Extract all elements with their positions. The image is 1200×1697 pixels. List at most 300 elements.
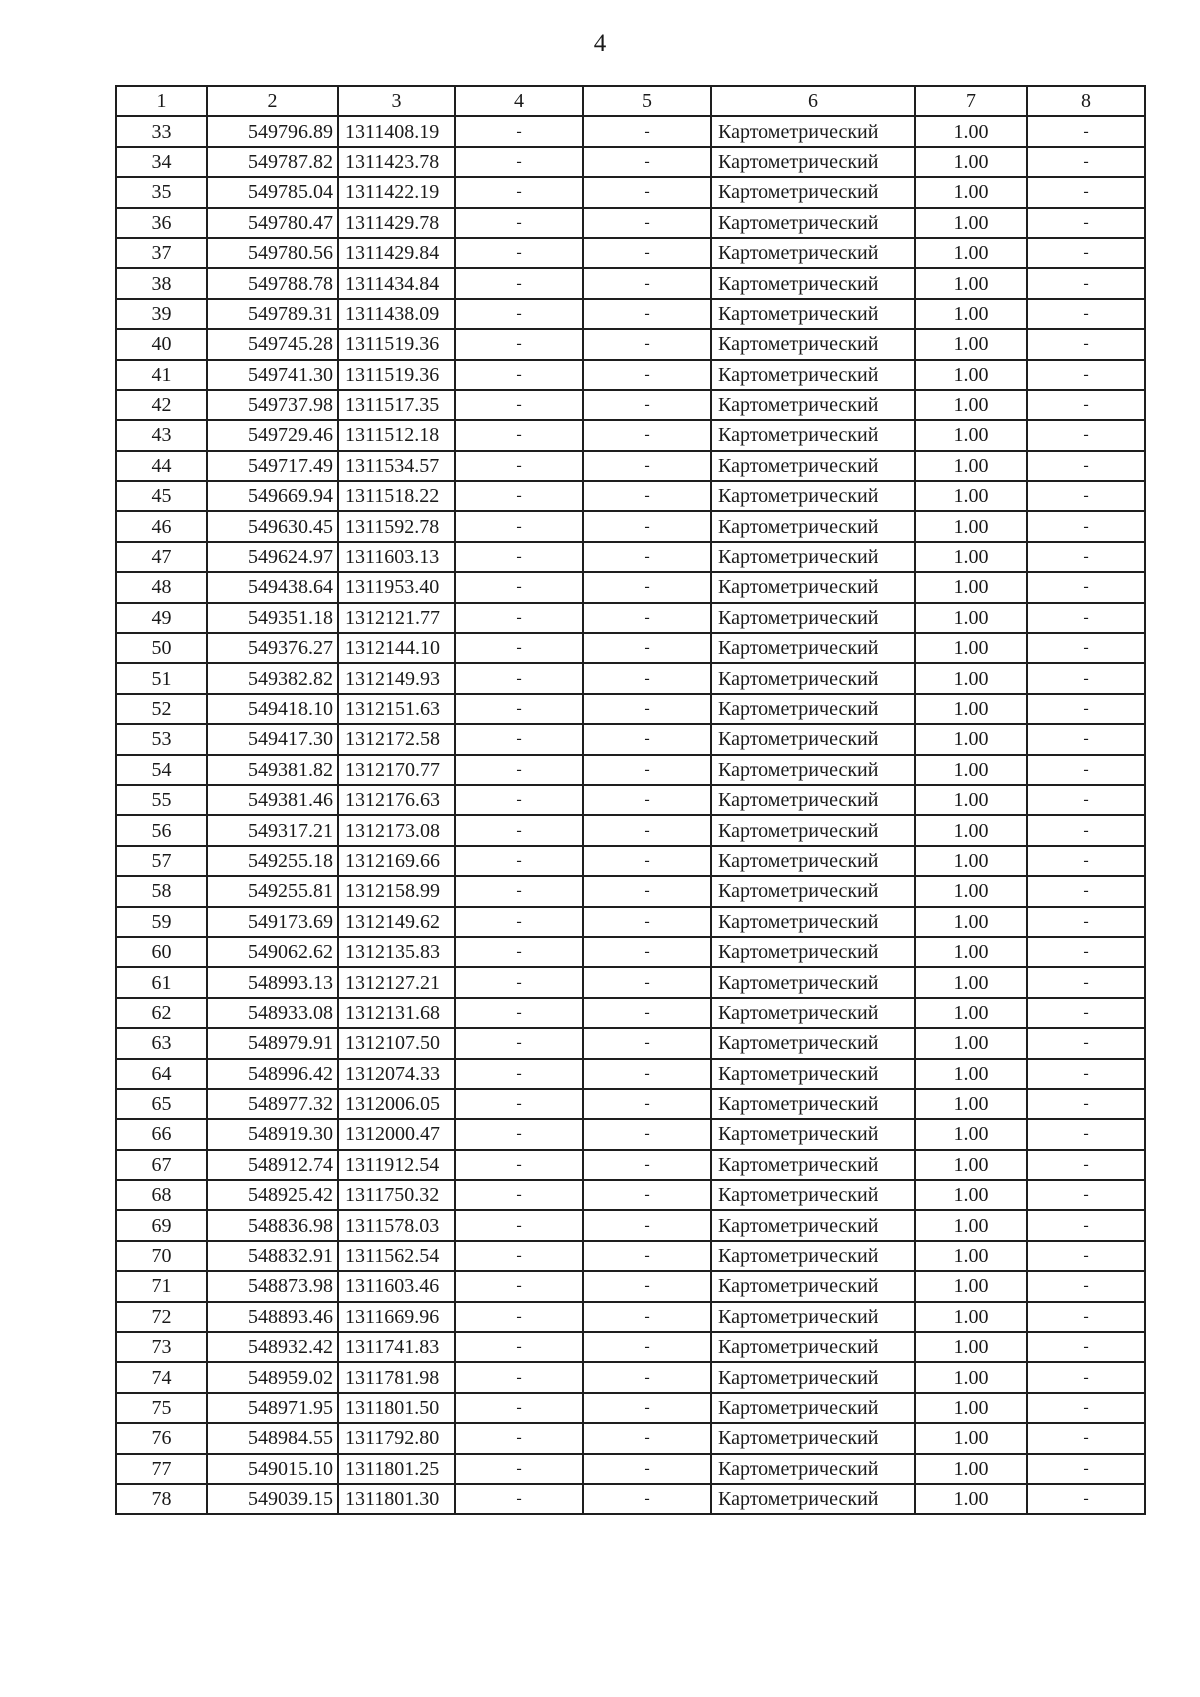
accuracy-cell: 1.00 [915,390,1027,420]
table-row [116,208,1145,238]
point-number-cell: 38 [116,268,207,298]
column-4-cell: - [455,967,583,997]
column-8-cell: - [1027,116,1145,146]
accuracy-cell: 1.00 [915,937,1027,967]
y-coordinate-cell: 1312151.63 [338,694,455,724]
table-row [116,238,1145,268]
table-row [116,1271,1145,1301]
column-header: 1 [116,86,207,116]
x-coordinate-cell: 549376.27 [207,633,338,663]
point-number-cell: 47 [116,542,207,572]
method-cell: Картометрический [711,1393,915,1423]
table-row [116,1423,1145,1453]
method-cell: Картометрический [711,907,915,937]
x-coordinate-cell: 549630.45 [207,511,338,541]
accuracy-cell: 1.00 [915,1180,1027,1210]
x-coordinate-cell: 549785.04 [207,177,338,207]
table-row [116,268,1145,298]
accuracy-cell: 1.00 [915,511,1027,541]
column-8-cell: - [1027,694,1145,724]
column-4-cell: - [455,633,583,663]
accuracy-cell: 1.00 [915,177,1027,207]
table-row [116,147,1145,177]
column-header: 6 [711,86,915,116]
x-coordinate-cell: 548912.74 [207,1150,338,1180]
table-row [116,724,1145,754]
column-header: 4 [455,86,583,116]
column-8-cell: - [1027,1089,1145,1119]
x-coordinate-cell: 549717.49 [207,451,338,481]
accuracy-cell: 1.00 [915,815,1027,845]
table-row [116,1362,1145,1392]
column-header: 3 [338,86,455,116]
column-5-cell: - [583,451,711,481]
accuracy-cell: 1.00 [915,542,1027,572]
column-4-cell: - [455,360,583,390]
column-4-cell: - [455,1028,583,1058]
column-5-cell: - [583,390,711,420]
column-5-cell: - [583,1241,711,1271]
column-4-cell: - [455,572,583,602]
y-coordinate-cell: 1311429.84 [338,238,455,268]
x-coordinate-cell: 549624.97 [207,542,338,572]
y-coordinate-cell: 1311438.09 [338,299,455,329]
column-5-cell: - [583,360,711,390]
x-coordinate-cell: 549737.98 [207,390,338,420]
x-coordinate-cell: 549418.10 [207,694,338,724]
column-8-cell: - [1027,572,1145,602]
table-row [116,1484,1145,1514]
x-coordinate-cell: 549669.94 [207,481,338,511]
column-5-cell: - [583,1393,711,1423]
table-row [116,511,1145,541]
table-row [116,1393,1145,1423]
column-5-cell: - [583,846,711,876]
point-number-cell: 65 [116,1089,207,1119]
column-5-cell: - [583,967,711,997]
column-5-cell: - [583,1423,711,1453]
method-cell: Картометрический [711,937,915,967]
column-4-cell: - [455,1150,583,1180]
column-header: 2 [207,86,338,116]
x-coordinate-cell: 548873.98 [207,1271,338,1301]
y-coordinate-cell: 1311562.54 [338,1241,455,1271]
column-5-cell: - [583,481,711,511]
method-cell: Картометрический [711,1332,915,1362]
y-coordinate-cell: 1311517.35 [338,390,455,420]
method-cell: Картометрический [711,694,915,724]
method-cell: Картометрический [711,1484,915,1514]
column-5-cell: - [583,147,711,177]
column-8-cell: - [1027,1332,1145,1362]
y-coordinate-cell: 1312144.10 [338,633,455,663]
point-number-cell: 51 [116,663,207,693]
x-coordinate-cell: 549780.47 [207,208,338,238]
y-coordinate-cell: 1311578.03 [338,1210,455,1240]
column-8-cell: - [1027,542,1145,572]
column-4-cell: - [455,755,583,785]
column-4-cell: - [455,238,583,268]
column-8-cell: - [1027,603,1145,633]
y-coordinate-cell: 1312173.08 [338,815,455,845]
y-coordinate-cell: 1312107.50 [338,1028,455,1058]
y-coordinate-cell: 1311592.78 [338,511,455,541]
column-5-cell: - [583,1302,711,1332]
table-body [116,116,1145,1514]
column-5-cell: - [583,876,711,906]
point-number-cell: 36 [116,208,207,238]
column-5-cell: - [583,1332,711,1362]
accuracy-cell: 1.00 [915,1150,1027,1180]
column-8-cell: - [1027,998,1145,1028]
table-row [116,998,1145,1028]
point-number-cell: 75 [116,1393,207,1423]
table-row [116,390,1145,420]
column-8-cell: - [1027,420,1145,450]
column-4-cell: - [455,390,583,420]
column-8-cell: - [1027,329,1145,359]
column-4-cell: - [455,1332,583,1362]
table-row [116,299,1145,329]
method-cell: Картометрический [711,998,915,1028]
point-number-cell: 42 [116,390,207,420]
x-coordinate-cell: 548925.42 [207,1180,338,1210]
method-cell: Картометрический [711,511,915,541]
column-8-cell: - [1027,937,1145,967]
accuracy-cell: 1.00 [915,481,1027,511]
accuracy-cell: 1.00 [915,1059,1027,1089]
y-coordinate-cell: 1311512.18 [338,420,455,450]
table-row [116,876,1145,906]
point-number-cell: 66 [116,1119,207,1149]
column-8-cell: - [1027,1180,1145,1210]
column-4-cell: - [455,694,583,724]
x-coordinate-cell: 548977.32 [207,1089,338,1119]
column-4-cell: - [455,451,583,481]
method-cell: Картометрический [711,633,915,663]
accuracy-cell: 1.00 [915,663,1027,693]
column-5-cell: - [583,907,711,937]
coordinates-table [115,85,1146,1515]
column-4-cell: - [455,907,583,937]
column-4-cell: - [455,603,583,633]
column-8-cell: - [1027,360,1145,390]
point-number-cell: 59 [116,907,207,937]
table-row [116,785,1145,815]
method-cell: Картометрический [711,724,915,754]
column-header: 7 [915,86,1027,116]
column-4-cell: - [455,1362,583,1392]
column-4-cell: - [455,1119,583,1149]
column-4-cell: - [455,1241,583,1271]
x-coordinate-cell: 549381.82 [207,755,338,785]
column-5-cell: - [583,1119,711,1149]
x-coordinate-cell: 548979.91 [207,1028,338,1058]
x-coordinate-cell: 549173.69 [207,907,338,937]
accuracy-cell: 1.00 [915,116,1027,146]
x-coordinate-cell: 549796.89 [207,116,338,146]
y-coordinate-cell: 1311953.40 [338,572,455,602]
method-cell: Картометрический [711,299,915,329]
method-cell: Картометрический [711,572,915,602]
column-8-cell: - [1027,1484,1145,1514]
accuracy-cell: 1.00 [915,1089,1027,1119]
column-4-cell: - [455,329,583,359]
column-5-cell: - [583,299,711,329]
column-8-cell: - [1027,755,1145,785]
accuracy-cell: 1.00 [915,724,1027,754]
table-row [116,907,1145,937]
column-4-cell: - [455,511,583,541]
accuracy-cell: 1.00 [915,238,1027,268]
column-4-cell: - [455,1271,583,1301]
column-4-cell: - [455,116,583,146]
column-5-cell: - [583,238,711,268]
x-coordinate-cell: 549351.18 [207,603,338,633]
accuracy-cell: 1.00 [915,876,1027,906]
method-cell: Картометрический [711,481,915,511]
column-4-cell: - [455,785,583,815]
method-cell: Картометрический [711,329,915,359]
accuracy-cell: 1.00 [915,1241,1027,1271]
method-cell: Картометрический [711,1241,915,1271]
method-cell: Картометрический [711,1119,915,1149]
column-4-cell: - [455,1302,583,1332]
column-8-cell: - [1027,238,1145,268]
accuracy-cell: 1.00 [915,694,1027,724]
x-coordinate-cell: 549062.62 [207,937,338,967]
y-coordinate-cell: 1312158.99 [338,876,455,906]
column-8-cell: - [1027,1028,1145,1058]
y-coordinate-cell: 1312170.77 [338,755,455,785]
column-5-cell: - [583,603,711,633]
column-4-cell: - [455,1210,583,1240]
column-4-cell: - [455,1423,583,1453]
y-coordinate-cell: 1311534.57 [338,451,455,481]
column-5-cell: - [583,937,711,967]
point-number-cell: 70 [116,1241,207,1271]
column-8-cell: - [1027,1119,1145,1149]
method-cell: Картометрический [711,1150,915,1180]
column-5-cell: - [583,1362,711,1392]
column-5-cell: - [583,116,711,146]
point-number-cell: 43 [116,420,207,450]
column-5-cell: - [583,1271,711,1301]
column-8-cell: - [1027,876,1145,906]
column-5-cell: - [583,663,711,693]
accuracy-cell: 1.00 [915,572,1027,602]
point-number-cell: 33 [116,116,207,146]
x-coordinate-cell: 549741.30 [207,360,338,390]
x-coordinate-cell: 549255.18 [207,846,338,876]
y-coordinate-cell: 1311912.54 [338,1150,455,1180]
column-4-cell: - [455,815,583,845]
table-row [116,177,1145,207]
column-4-cell: - [455,147,583,177]
column-8-cell: - [1027,907,1145,937]
x-coordinate-cell: 549317.21 [207,815,338,845]
x-coordinate-cell: 548919.30 [207,1119,338,1149]
column-8-cell: - [1027,1423,1145,1453]
column-8-cell: - [1027,967,1145,997]
column-4-cell: - [455,1180,583,1210]
x-coordinate-cell: 548893.46 [207,1302,338,1332]
point-number-cell: 76 [116,1423,207,1453]
column-8-cell: - [1027,1454,1145,1484]
accuracy-cell: 1.00 [915,208,1027,238]
point-number-cell: 64 [116,1059,207,1089]
column-5-cell: - [583,572,711,602]
y-coordinate-cell: 1312000.47 [338,1119,455,1149]
accuracy-cell: 1.00 [915,1271,1027,1301]
method-cell: Картометрический [711,360,915,390]
method-cell: Картометрический [711,116,915,146]
x-coordinate-cell: 548836.98 [207,1210,338,1240]
column-4-cell: - [455,1393,583,1423]
method-cell: Картометрический [711,1028,915,1058]
table-row [116,755,1145,785]
point-number-cell: 45 [116,481,207,511]
point-number-cell: 35 [116,177,207,207]
x-coordinate-cell: 549382.82 [207,663,338,693]
column-8-cell: - [1027,299,1145,329]
method-cell: Картометрический [711,542,915,572]
table-row [116,542,1145,572]
y-coordinate-cell: 1312127.21 [338,967,455,997]
accuracy-cell: 1.00 [915,998,1027,1028]
method-cell: Картометрический [711,1423,915,1453]
y-coordinate-cell: 1312135.83 [338,937,455,967]
column-4-cell: - [455,542,583,572]
method-cell: Картометрический [711,785,915,815]
y-coordinate-cell: 1311603.46 [338,1271,455,1301]
column-5-cell: - [583,1210,711,1240]
method-cell: Картометрический [711,1059,915,1089]
column-4-cell: - [455,268,583,298]
column-4-cell: - [455,937,583,967]
method-cell: Картометрический [711,238,915,268]
x-coordinate-cell: 548932.42 [207,1332,338,1362]
column-4-cell: - [455,724,583,754]
column-5-cell: - [583,694,711,724]
y-coordinate-cell: 1311434.84 [338,268,455,298]
method-cell: Картометрический [711,1454,915,1484]
y-coordinate-cell: 1311429.78 [338,208,455,238]
x-coordinate-cell: 549015.10 [207,1454,338,1484]
column-5-cell: - [583,1454,711,1484]
point-number-cell: 46 [116,511,207,541]
accuracy-cell: 1.00 [915,603,1027,633]
column-8-cell: - [1027,663,1145,693]
column-5-cell: - [583,329,711,359]
table-row [116,1241,1145,1271]
column-5-cell: - [583,815,711,845]
column-5-cell: - [583,511,711,541]
y-coordinate-cell: 1312074.33 [338,1059,455,1089]
point-number-cell: 57 [116,846,207,876]
column-header: 8 [1027,86,1145,116]
method-cell: Картометрический [711,390,915,420]
column-8-cell: - [1027,1302,1145,1332]
table-row [116,1332,1145,1362]
table-row [116,1454,1145,1484]
method-cell: Картометрический [711,846,915,876]
y-coordinate-cell: 1311781.98 [338,1362,455,1392]
point-number-cell: 72 [116,1302,207,1332]
column-8-cell: - [1027,1059,1145,1089]
table-row [116,937,1145,967]
table-row [116,451,1145,481]
point-number-cell: 44 [116,451,207,481]
x-coordinate-cell: 548832.91 [207,1241,338,1271]
column-5-cell: - [583,1150,711,1180]
y-coordinate-cell: 1311408.19 [338,116,455,146]
column-8-cell: - [1027,1150,1145,1180]
y-coordinate-cell: 1311669.96 [338,1302,455,1332]
point-number-cell: 48 [116,572,207,602]
accuracy-cell: 1.00 [915,1028,1027,1058]
table-row [116,329,1145,359]
table-row [116,481,1145,511]
point-number-cell: 40 [116,329,207,359]
y-coordinate-cell: 1311801.30 [338,1484,455,1514]
x-coordinate-cell: 548971.95 [207,1393,338,1423]
accuracy-cell: 1.00 [915,299,1027,329]
y-coordinate-cell: 1312149.62 [338,907,455,937]
accuracy-cell: 1.00 [915,268,1027,298]
table-row [116,1180,1145,1210]
accuracy-cell: 1.00 [915,147,1027,177]
x-coordinate-cell: 548984.55 [207,1423,338,1453]
column-4-cell: - [455,876,583,906]
accuracy-cell: 1.00 [915,1119,1027,1149]
column-5-cell: - [583,785,711,815]
table-row [116,1089,1145,1119]
point-number-cell: 62 [116,998,207,1028]
x-coordinate-cell: 549039.15 [207,1484,338,1514]
table-row [116,1119,1145,1149]
table-row [116,572,1145,602]
table-header-row [116,86,1145,116]
x-coordinate-cell: 549745.28 [207,329,338,359]
y-coordinate-cell: 1312169.66 [338,846,455,876]
table-row [116,1302,1145,1332]
method-cell: Картометрический [711,603,915,633]
accuracy-cell: 1.00 [915,1423,1027,1453]
y-coordinate-cell: 1311801.50 [338,1393,455,1423]
y-coordinate-cell: 1311519.36 [338,360,455,390]
x-coordinate-cell: 548993.13 [207,967,338,997]
point-number-cell: 52 [116,694,207,724]
method-cell: Картометрический [711,1210,915,1240]
method-cell: Картометрический [711,1271,915,1301]
method-cell: Картометрический [711,755,915,785]
accuracy-cell: 1.00 [915,907,1027,937]
method-cell: Картометрический [711,147,915,177]
column-8-cell: - [1027,177,1145,207]
column-4-cell: - [455,481,583,511]
x-coordinate-cell: 548996.42 [207,1059,338,1089]
point-number-cell: 61 [116,967,207,997]
column-8-cell: - [1027,481,1145,511]
column-8-cell: - [1027,511,1145,541]
column-8-cell: - [1027,390,1145,420]
x-coordinate-cell: 549255.81 [207,876,338,906]
method-cell: Картометрический [711,1089,915,1119]
column-8-cell: - [1027,785,1145,815]
point-number-cell: 63 [116,1028,207,1058]
y-coordinate-cell: 1311519.36 [338,329,455,359]
